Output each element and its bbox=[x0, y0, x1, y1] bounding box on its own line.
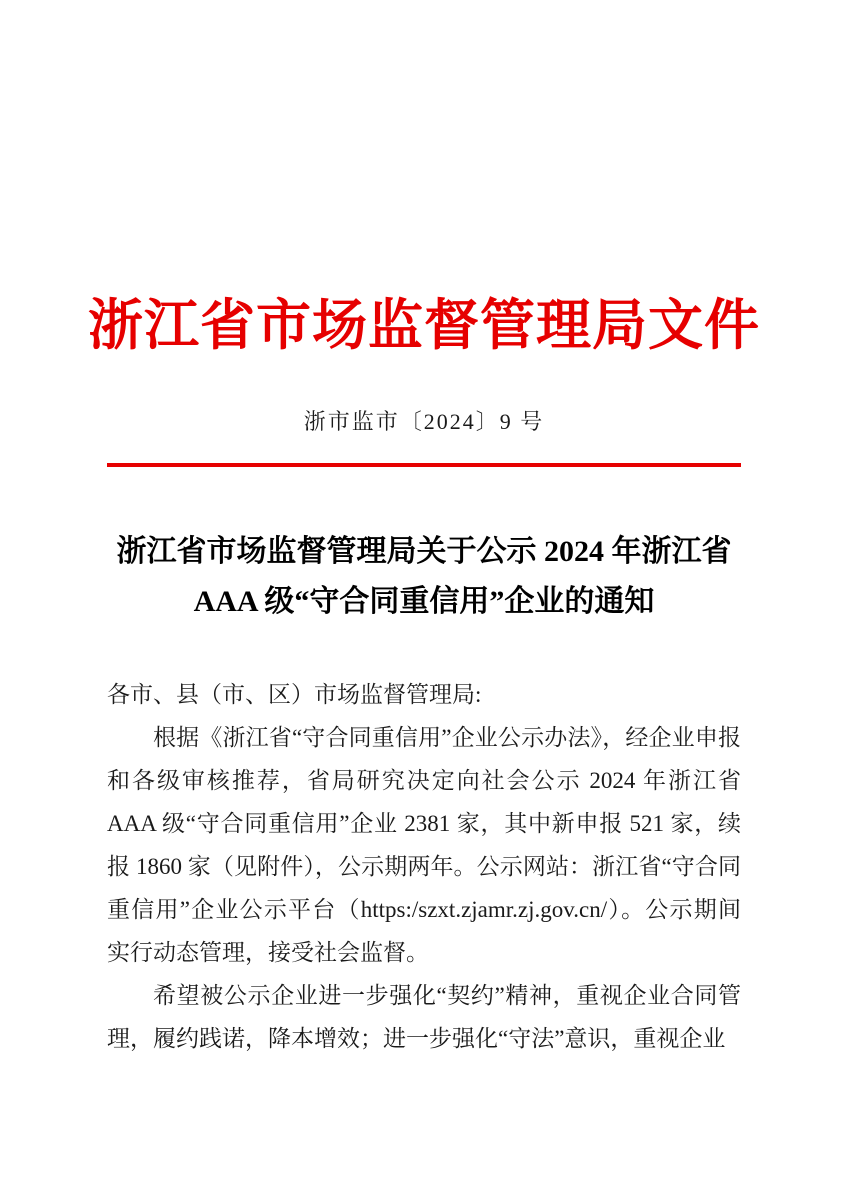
doc-number: 浙市监市〔2024〕9 号 bbox=[303, 408, 545, 434]
letterhead-title: 浙江省市场监督管理局文件 bbox=[87, 295, 760, 356]
salutation-line: 各市、县（市、区）市场监督管理局: bbox=[107, 682, 482, 708]
body-paragraph-2: 希望被公示企业进一步强化“契约”精神，重视企业合同管理，履约践诺，降本增效；进一步强化“守法”意识，重视企业 bbox=[107, 983, 741, 1052]
body-paragraph-1: 根据《浙江省“守合同重信用”企业公示办法》，经企业申报和各级审核推荐，省局研究决定向社会公示 2024 年浙江省 AAA 级“守合同重信用”企业 2381 家，其中新申报 521 家，续报 1860 家（见附件），公示期两年。公示网站：浙江省“守合同重信用”企业公示平台（https:/szxt.zjamr.zj.gov.cn/）。公示期间实行动态管理，接受社会监督。 bbox=[107, 725, 741, 966]
document-title-line1: 浙江省市场监督管理局关于公示 2024 年浙江省 bbox=[116, 535, 732, 569]
document-body bbox=[107, 673, 741, 1060]
document-title bbox=[74, 527, 774, 627]
red-divider-rule bbox=[107, 463, 741, 467]
document-title-line2: AAA 级“守合同重信用”企业的通知 bbox=[193, 585, 655, 619]
